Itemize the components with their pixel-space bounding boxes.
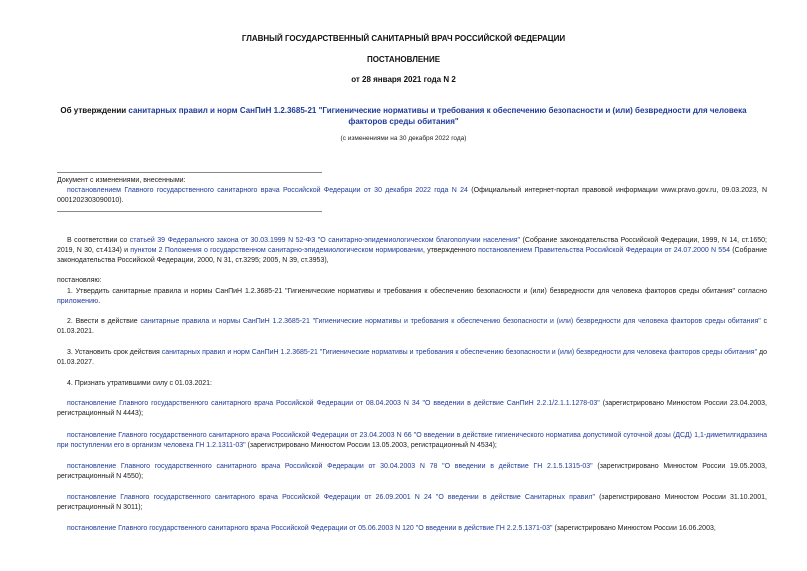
paragraph-2 (57, 317, 767, 337)
repealed-item (57, 399, 767, 419)
p1-text-1: 1. Утвердить санитарные правила и нормы СанПиН 1.2.3685-21 "Гигиенические нормативы и требования к обеспечению безопасности и (или) безвредности для человека факторов среды обитания" согласно (67, 288, 767, 295)
edits-note: (с изменениями на 30 декабря 2022 года) (340, 135, 467, 142)
preamble-text-4: (Собрание законодательства Российской Федерации, 2000, N 31, ст.3295; 2005, N 39, ст.3953), (57, 247, 768, 264)
paragraph-4: 4. Признать утратившими силу с 01.03.2021: (67, 380, 212, 387)
paragraph-1 (57, 287, 767, 307)
changes-heading: Документ с изменениями, внесенными: (57, 177, 186, 184)
repealed-item (57, 524, 767, 534)
changes-link[interactable]: постановлением Главного государственного санитарного врача Российской Федерации от 30 декабря 2022 года N 24 (67, 187, 468, 194)
document-type: ПОСТАНОВЛЕНИЕ (366, 55, 441, 64)
decree-word: постановляю: (57, 277, 102, 284)
preamble-link-government-decree[interactable]: постановлением Правительства Российской Федерации от 24.07.2000 N 554 (478, 247, 730, 254)
appendix-link[interactable]: приложению (57, 298, 99, 305)
changes-bottom-divider (57, 211, 322, 212)
repealed-text: (зарегистрировано Минюстом России 19.05.2003, регистрационный N 4550); (57, 463, 767, 480)
p3-text-2: до 01.03.2027. (57, 349, 767, 366)
document-date-number: от 28 января 2021 года N 2 (351, 75, 456, 84)
preamble-paragraph (57, 236, 767, 266)
repealed-item (57, 493, 767, 513)
repealed-link[interactable]: постановление Главного государственного санитарного врача Российской Федерации от 30.04.2003 N 78 "О введении в действие ГН 2.1.5.1315-03" (67, 463, 593, 470)
repealed-text: (зарегистрировано Минюстом России 16.06.2003, (552, 525, 716, 532)
repealed-item (57, 462, 767, 482)
issuing-authority: ГЛАВНЫЙ ГОСУДАРСТВЕННЫЙ САНИТАРНЫЙ ВРАЧ РОССИЙСКОЙ ФЕДЕРАЦИИ (241, 34, 566, 43)
p3-text-1: 3. Установить срок действия (67, 349, 162, 356)
changes-text: (Официальный интернет-портал правовой информации www.pravo.gov.ru, 09.03.2023, N 0001202303090010). (57, 187, 767, 204)
title-prefix: Об утверждении (60, 106, 129, 115)
repealed-item (57, 431, 767, 451)
document-title (40, 105, 767, 127)
preamble-text-1: В соответствии со (67, 237, 130, 244)
repealed-text: (зарегистрировано Минюстом России 23.04.2003, регистрационный N 4443); (57, 400, 767, 417)
p2-text-1: 2. Ввести в действие (67, 318, 141, 325)
preamble-text-2: (Собрание законодательства Российской Федерации, 1999, N 14, ст.1650; 2019, N 30, ст.4134) и (57, 237, 767, 254)
repealed-text: (зарегистрировано Минюстом России 13.05.2003, регистрационный N 4534); (245, 442, 497, 449)
p3-link[interactable]: санитарных правил и норм СанПиН 1.2.3685-21 "Гигиенические нормативы и требования к обеспечению безопасности и (или) безвредности для человека факторов среды обитания" (161, 349, 758, 356)
changes-note (57, 186, 767, 206)
repealed-link[interactable]: постановление Главного государственного санитарного врача Российской Федерации от 23.04.2003 N 66 "О введении в действие гигиенического норматива допустимой суточной дозы (ДСД) 1,1-диметилгидразина при поступлении его в организм человека ГН 1.2.1311-03" (57, 432, 767, 449)
repealed-link[interactable]: постановление Главного государственного санитарного врача Российской Федерации от 05.06.2003 N 120 "О введении в действие ГН 2.2.5.1371-03" (67, 525, 553, 532)
p1-text-2: . (98, 298, 101, 305)
preamble-link-regulation[interactable]: пунктом 2 Положения о государственном санитарно-эпидемиологическом нормировании (130, 247, 423, 254)
repealed-text: (зарегистрировано Минюстом России 31.10.2001, регистрационный N 3011); (57, 494, 767, 511)
title-link[interactable]: санитарных правил и норм СанПиН 1.2.3685-21 "Гигиенические нормативы и требования к обеспечению безопасности и (или) безвредности для человека факторов среды обитания" (128, 106, 747, 126)
p2-link[interactable]: санитарные правила и нормы СанПиН 1.2.3685-21 "Гигиенические нормативы и требования к обеспечению безопасности и (или) безвредности для человека факторов среды обитания" (140, 318, 761, 325)
repealed-link[interactable]: постановление Главного государственного санитарного врача Российской Федерации от 08.04.2003 N 34 "О введении в действие СанПиН 2.2.1/2.1.1.1278-03" (67, 400, 600, 407)
repealed-link[interactable]: постановление Главного государственного санитарного врача Российской Федерации от 26.09.2001 N 24 "О введении в действие Санитарных правил" (67, 494, 595, 501)
preamble-link-law[interactable]: статьей 39 Федерального закона от 30.03.1999 N 52-ФЗ "О санитарно-эпидемиологическом благополучии населения" (129, 237, 521, 244)
p2-text-2: с 01.03.2021. (57, 318, 767, 335)
preamble-text-3: , утвержденного (422, 247, 479, 254)
changes-top-divider (57, 172, 322, 173)
paragraph-3 (57, 348, 767, 368)
